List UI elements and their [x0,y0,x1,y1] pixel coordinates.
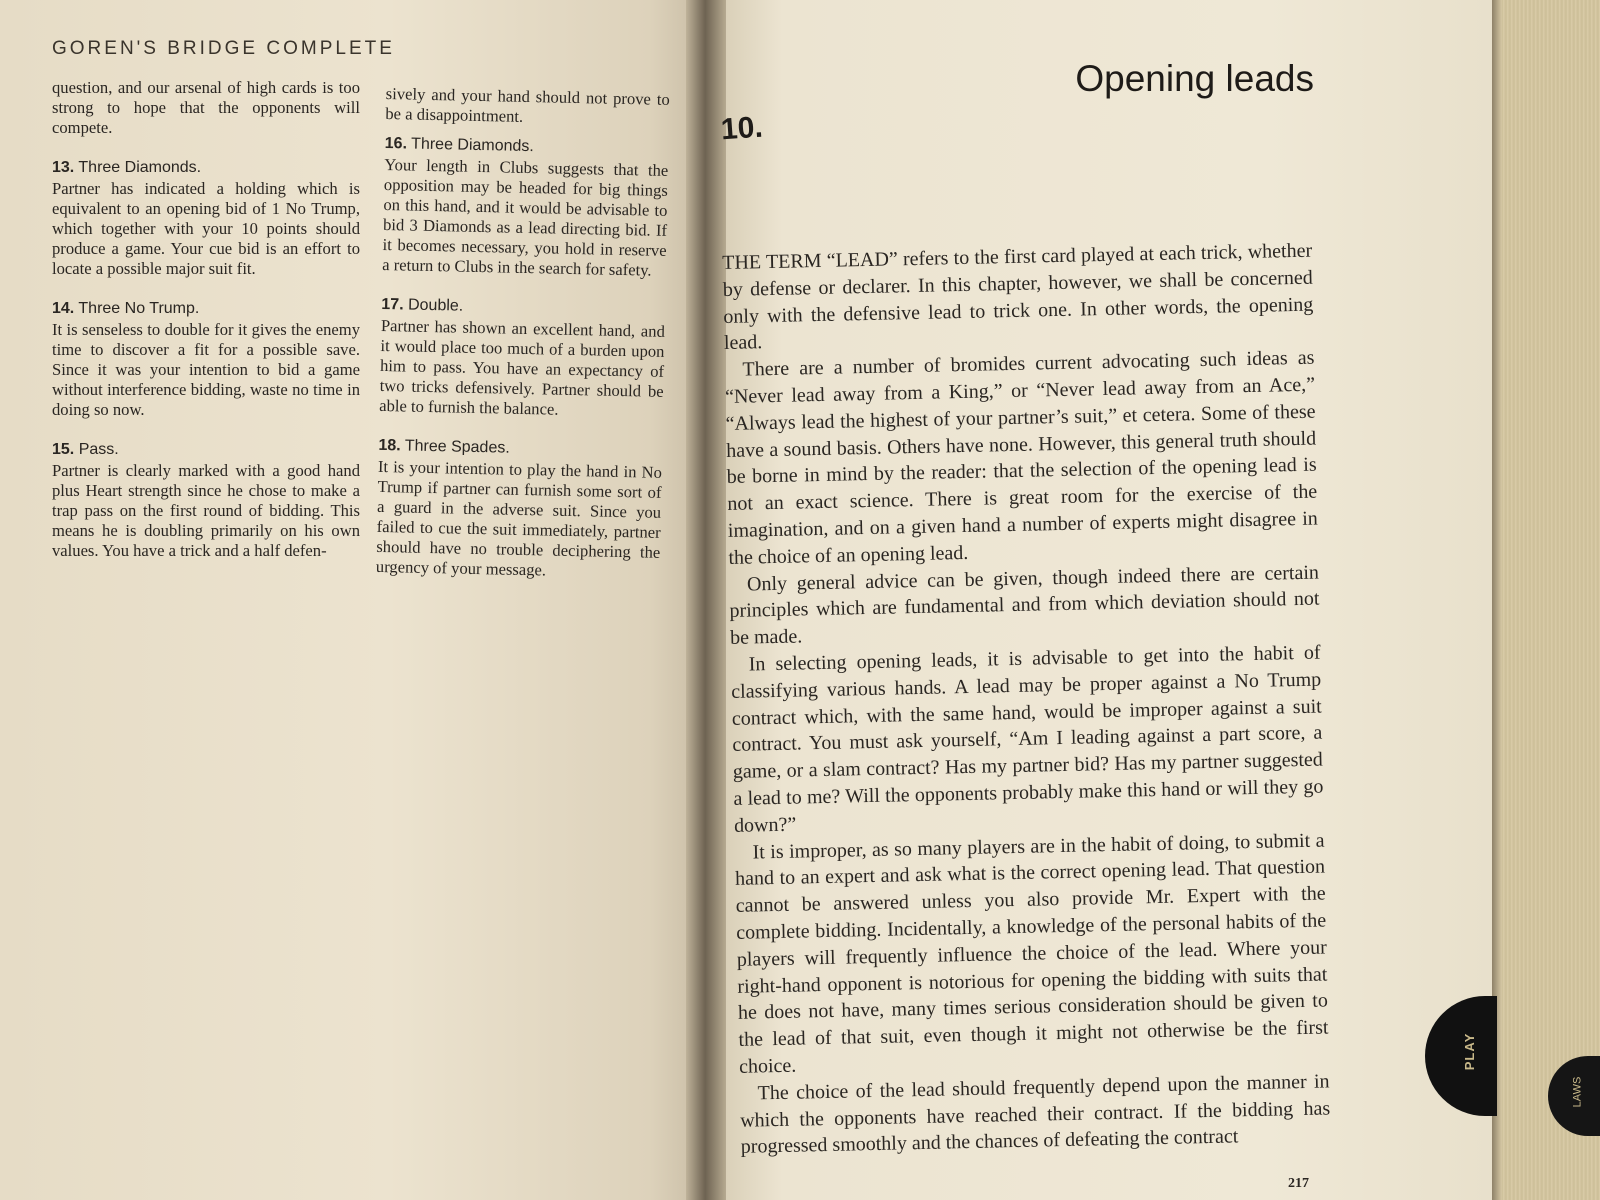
entry-heading: 16. Three Diamonds. [384,134,535,156]
body-paragraph: THE TERM “LEAD” refers to the first card played at each trick, whether by defense or declarer. In this chapter, however, we shall be concerned only with the defensive lead to trick one. In other words, the opening lead. [722,239,1314,355]
entry-16 [382,134,669,281]
entry-text: Your length in Clubs suggests that the opposition may be headed for big things on this hand, and it would be advisable to bid 3 Diamonds as a lead directing bid. If it becomes necessary, you hold in reserve a return to Clubs in the search for safety. [382,154,669,280]
body-paragraph: Only general advice can be given, though indeed there are certain principles which are fundamental and from which deviation should not be made. [729,561,1320,650]
chapter-title: Opening leads [1075,58,1314,99]
chapter-body [722,238,1331,1161]
tab-label: LAWS [1571,1076,1584,1108]
entry-text: It is senseless to double for it gives the enemy time to discover a fit for a possible save. Since it was your intention to bid a game without interference bidding, waste no time in doing so now. [52,320,360,419]
body-paragraph: It is improper, as so many players are in the habit of doing, to submit a hand to an expert and ask what is the correct opening lead. That question cannot be answered unless you also provide Mr. Expert with the complete bidding. Incidentally, a knowledge of the personal habits of the players will frequently influence the choice of the lead. Where your right-hand opponent is notorious for opening the bidding with suits that he does not have, many times serious consideration should be given to the lead of that suit, even though it might not otherwise be the first choice. [734,829,1329,1078]
entry-14 [52,299,360,420]
page-edges [1492,0,1600,1200]
book-gutter [686,0,726,1200]
continuation-text: sively and your hand should not prove to be a disappointment. [385,84,670,126]
entry-heading: 13. Three Diamonds. [52,159,202,176]
body-paragraph: In selecting opening leads, it is advisable to get into the habit of classifying various hands. A lead may be proper against a No Trump contract which, with the same hand, would be improper against a suit contract. You must ask yourself, “Am I leading against a part score, a game, or a slam contract? Has my partner bid? Has my partner suggested a lead to me? Will the opponents probably make this hand or will they go down?” [731,641,1324,837]
entry-13 [52,158,360,279]
entry-heading: 15. Pass. [52,441,119,458]
running-head: GOREN'S BRIDGE COMPLETE [52,38,395,59]
entry-heading: 17. Double. [381,295,464,315]
entry-18 [376,436,663,583]
entry-text: Partner has indicated a holding which is equivalent to an opening bid of 1 No Trump, which together with your 10 points should produce a game. Your cue bid is an effort to locate a possible major suit fit. [52,179,360,278]
body-paragraph: The choice of the lead should frequently depend upon the manner in which the opponents have reached their contract. If the bidding has progressed smoothly and the chances of defeating the contract [740,1070,1331,1159]
page-number: 217 [1288,1176,1309,1191]
entry-heading: 14. Three No Trump. [52,300,200,317]
chapter-number: 10. [719,110,764,147]
continuation-text: question, and our arsenal of high cards is too strong to hope that the opponents will compete. [52,78,360,137]
entry-text: Partner is clearly marked with a good hand plus Heart strength since he chose to make a trap pass on the first round of bidding. This means he is doubling primarily on his own values. You have a trick and a half defen- [52,461,360,560]
tab-label: PLAY [1462,1032,1478,1071]
entry-heading: 18. Three Spades. [378,436,510,457]
left-column-2 [376,84,670,583]
entry-text: Partner has shown an excellent hand, and it would place too much of a burden upon him to pass. You have an expectancy of two tricks defensively. Partner should be able to furnish the balance. [379,315,666,419]
left-column-1 [52,78,360,561]
entry-17 [379,295,665,422]
entry-text: It is your intention to play the hand in No Trump if partner can furnish some sort of a guard in the adverse suit. Since you failed to cue the suit immediately, partner should have no trouble deciphering the urgency of your message. [375,456,663,580]
body-paragraph: There are a number of bromides current advocating such ideas as “Never lead away from a King,” or “Never lead away from an Ace,” “Always lead the highest of your partner’s suit,” et cetera. Some of these have a sound basis. Others have none. However, this general truth should be borne in mind by the reader: that the selection of the opening lead is not an exact science. There is great room for the exercise of the imagination, and on a given hand a number of experts might disagree in the choice of an opening lead. [724,346,1318,569]
entry-15 [52,440,360,561]
